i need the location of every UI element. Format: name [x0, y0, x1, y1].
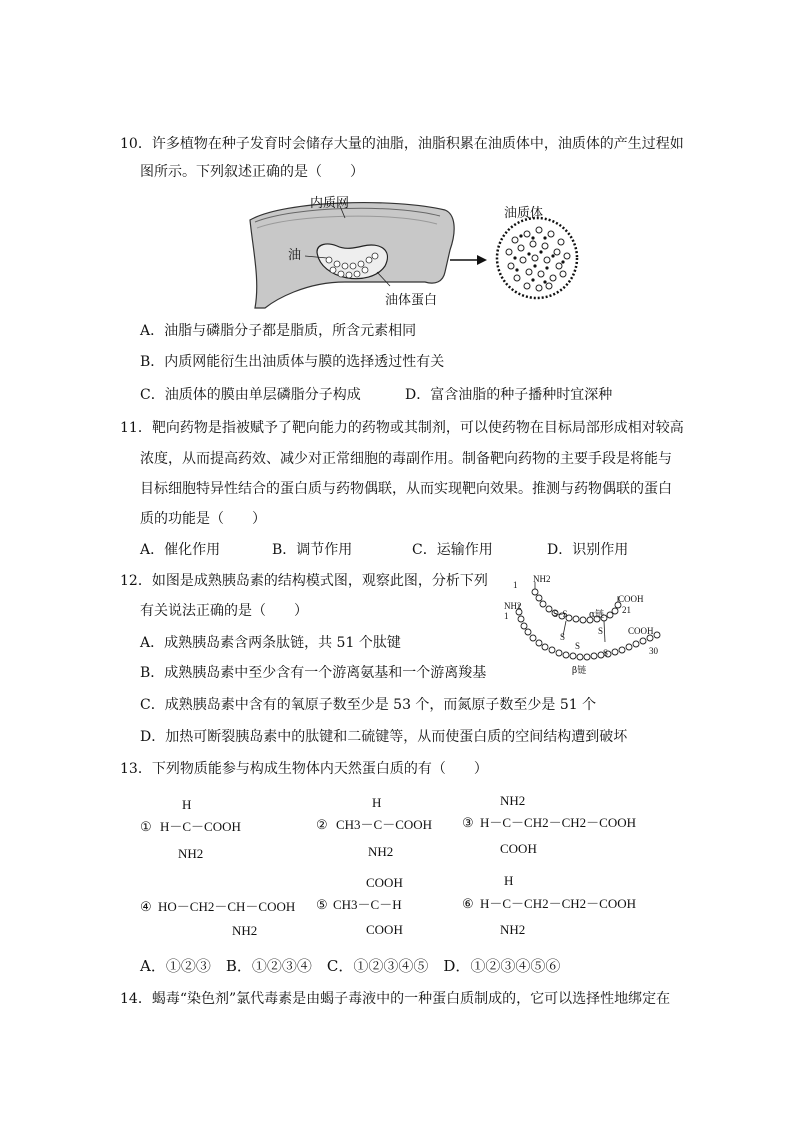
q13-m1-main: H－C－COOH — [160, 819, 241, 834]
q11-stem-line4: 质的功能是（ ） — [140, 511, 266, 527]
q12-label-cooh-alpha: COOH — [618, 594, 644, 604]
q13-m6-number: ⑥ — [462, 896, 474, 911]
q12-label-s1: S — [560, 632, 566, 642]
q10-stem-line1: 10．许多植物在种子发育时会储存大量的油脂，油脂积累在油质体中，油质体的产生过程如 — [120, 136, 684, 152]
q11-option-d: D．识别作用 — [547, 542, 629, 558]
q13-m2-top: H — [372, 795, 382, 810]
q12-stem-line2: 有关说法正确的是（ ） — [140, 603, 308, 619]
q13-m1-number: ① — [140, 819, 152, 834]
q13-m5-number: ⑤ — [316, 897, 328, 912]
q10-option-b: B．内质网能衍生出油质体与膜的选择透过性有关 — [140, 354, 445, 370]
q12-option-c: C．成熟胰岛素中含有的氧原子数至少是 53 个，而氮原子数至少是 51 个 — [140, 697, 597, 713]
q13-m2-bottom: NH2 — [368, 844, 394, 859]
q12-label-s2: S — [575, 641, 581, 651]
q12-label-30: 30 — [649, 646, 658, 656]
q13-m5-bottom: COOH — [366, 922, 403, 937]
q13-m4-main: HO－CH2－CH－COOH — [158, 899, 296, 914]
q13-m6-bottom: NH2 — [500, 922, 526, 937]
q13-stem: 13．下列物质能参与构成生物体内天然蛋白质的有（ ） — [120, 761, 488, 777]
q10-option-d: D．富含油脂的种子播种时宜深种 — [405, 387, 613, 403]
q13-m1-bottom: NH2 — [178, 846, 204, 861]
q13-m3-top: NH2 — [500, 793, 526, 808]
q12-label-ss: S–S — [553, 609, 568, 619]
q12-stem-line1: 12．如图是成熟胰岛素的结构模式图，观察此图，分析下列 — [120, 573, 488, 589]
q13-m4-number: ④ — [140, 899, 152, 914]
q10-stem-line2: 图所示。下列叙述正确的是（ ） — [140, 164, 364, 180]
q13-m6-main: H－C－CH2－CH2－COOH — [480, 896, 637, 911]
q12-label-21: 21 — [622, 605, 631, 615]
q13-m3-number: ③ — [462, 815, 474, 830]
q13-m2-number: ② — [316, 817, 328, 832]
q11-option-a: A．催化作用 — [140, 542, 221, 558]
q10-label-er: 内质网 — [310, 196, 350, 211]
q13-m2-main: CH3－C－COOH — [336, 817, 433, 832]
q10-label-oil: 油 — [288, 248, 302, 263]
q13-m1-top: H — [182, 797, 192, 812]
q12-label-beta-chain: β链 — [572, 666, 587, 676]
q12-label-s3: S — [598, 626, 604, 636]
q13-m3-bottom: COOH — [500, 841, 537, 856]
q11-stem-line3: 目标细胞特异性结合的蛋白质与药物偶联，从而实现靶向效果。推测与药物偶联的蛋白 — [140, 481, 672, 497]
q10-label-protein: 油体蛋白 — [385, 293, 438, 308]
q12-label-nh2-alpha: NH2 — [533, 574, 551, 584]
q12-option-a: A．成熟胰岛素含两条肽链，共 51 个肽键 — [140, 635, 401, 651]
q12-label-s4: S — [603, 648, 609, 658]
q13-m3-main: H－C－CH2－CH2－COOH — [480, 815, 637, 830]
q12-label-cooh-beta: COOH — [628, 626, 654, 636]
q13-m6-top: H — [504, 873, 514, 888]
q12-label-alpha-chain: α链 — [589, 610, 605, 620]
q13-m5-top: COOH — [366, 875, 403, 890]
q12-label-nh2-beta: NH2 — [504, 601, 522, 611]
q10-option-a: A．油脂与磷脂分子都是脂质，所含元素相同 — [140, 323, 417, 339]
q13-options: A．①②③ B．①②③④ C．①②③④⑤ D．①②③④⑤⑥ — [140, 957, 561, 975]
q12-option-d: D．加热可断裂胰岛素中的肽键和二硫键等，从而使蛋白质的空间结构遭到破坏 — [140, 729, 628, 745]
q11-option-b: B．调节作用 — [272, 542, 353, 558]
q11-stem-line1: 11．靶向药物是指被赋予了靶向能力的药物或其制剂，可以使药物在目标局部形成相对较高 — [120, 420, 684, 436]
alpha-chain — [532, 589, 621, 623]
q12-option-b: B．成熟胰岛素中至少含有一个游离氨基和一个游离羧基 — [140, 665, 487, 681]
q13-m4-bottom: NH2 — [232, 923, 258, 938]
q12-label-one-alpha: 1 — [513, 580, 518, 590]
q10-label-oil-body: 油质体 — [504, 206, 544, 221]
q14-stem-line1: 14．蝎毒“染色剂”氯代毒素是由蝎子毒液中的一种蛋白质制成的，它可以选择性地绑定在 — [120, 991, 671, 1007]
q10-option-c: C．油质体的膜由单层磷脂分子构成 — [140, 387, 361, 403]
q11-option-c: C．运输作用 — [412, 542, 493, 558]
q12-label-one-beta: 1 — [504, 611, 509, 621]
q11-stem-line2: 浓度，从而提高药效、减少对正常细胞的毒副作用。制备靶向药物的主要手段是将能与 — [140, 451, 672, 467]
q13-m5-main: CH3－C－H — [333, 897, 402, 912]
